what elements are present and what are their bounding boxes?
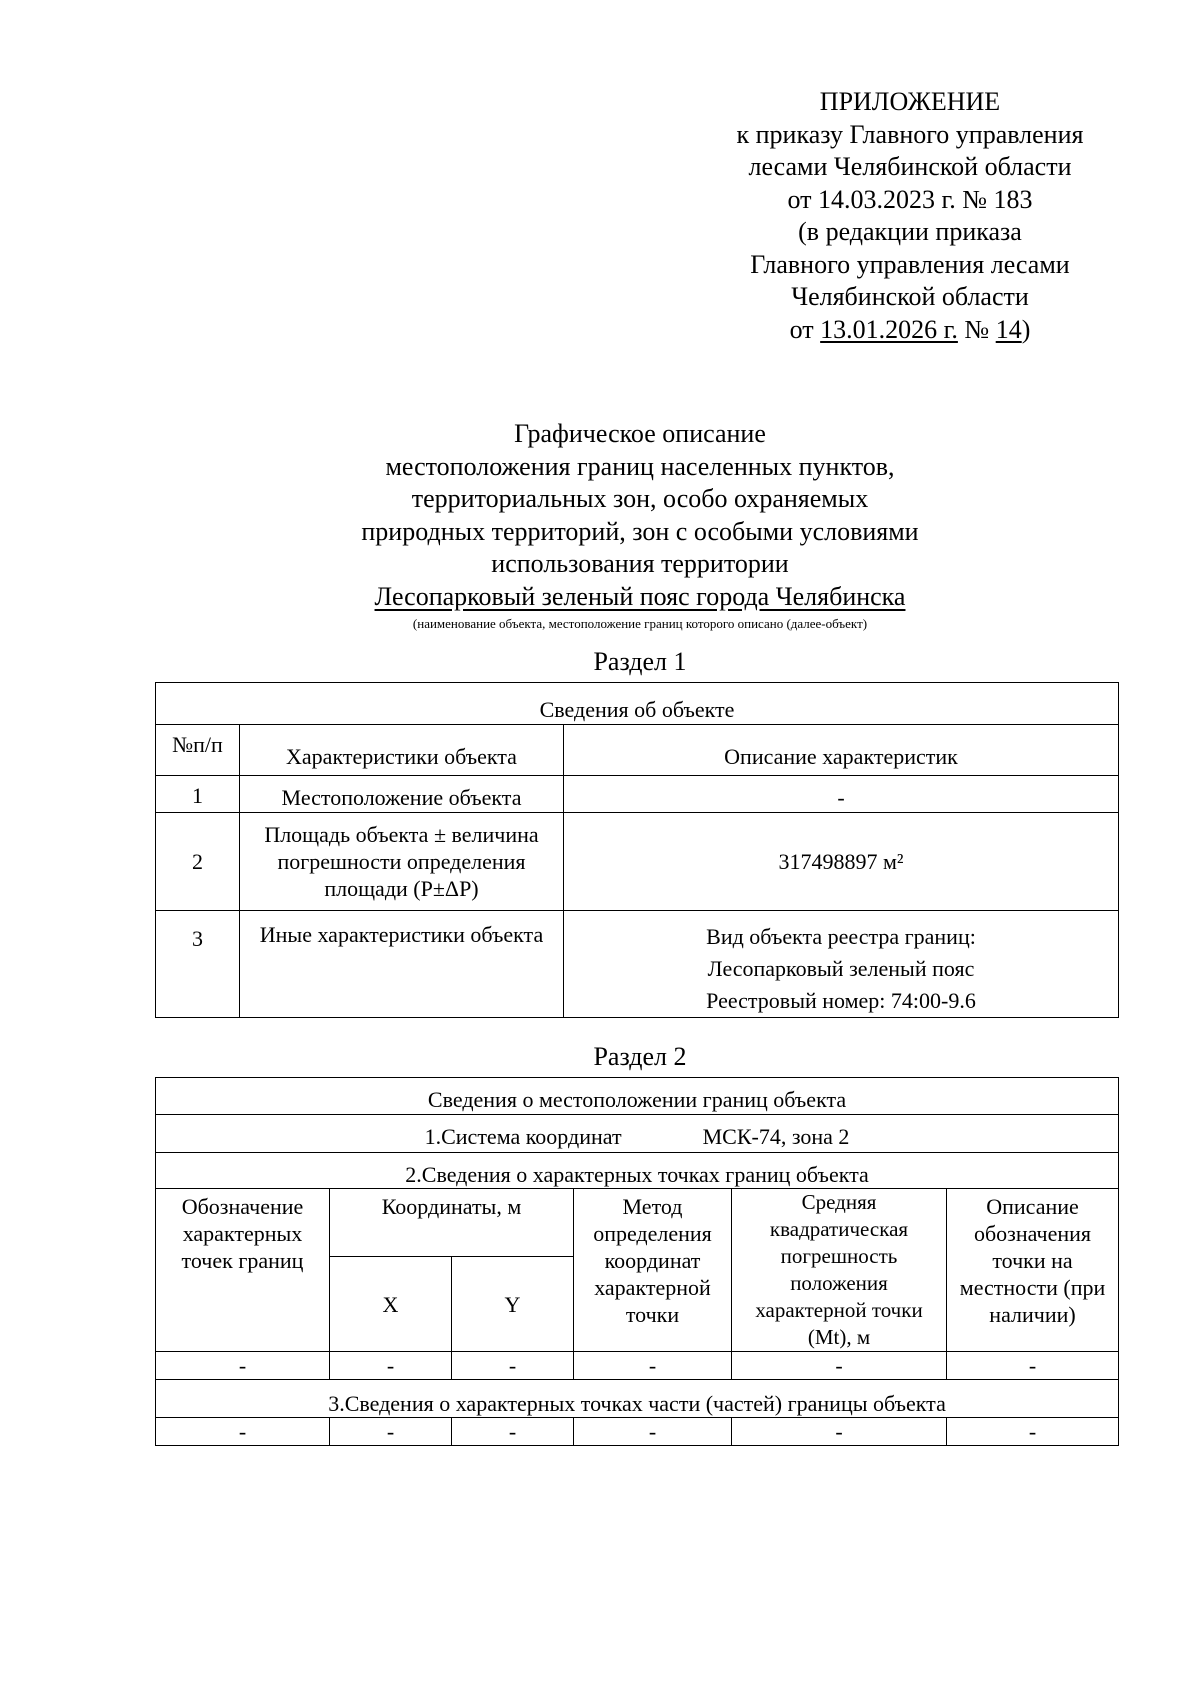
column-header-num: №п/п [156,725,240,776]
parts-cell: - [330,1418,452,1446]
parts-section-title: 3.Сведения о характерных точках части (частей) границы объекта [156,1380,1119,1418]
revision-number: 14 [995,314,1022,344]
column-header-characteristics: Характеристики объекта [240,725,564,776]
revision-prefix: от [789,314,821,344]
row-description: 317498897 м² [564,813,1119,911]
row-characteristic: Местоположение объекта [240,776,564,813]
appendix-line: от 14.03.2023 г. № 183 [787,184,1033,214]
appendix-line: лесами Челябинской области [748,152,1072,181]
coordinate-system-row [156,1115,1119,1153]
coordinate-system-value: МСК-74, зона 2 [702,1124,850,1149]
row-characteristic: Площадь объекта ± величина погрешности определения площади (P±ΔP) [240,813,564,911]
appendix-line: к приказу Главного управления [736,119,1084,149]
section-2-label: Раздел 2 [593,1042,687,1071]
table-title: Сведения об объекте [156,683,1119,725]
appendix-line: Челябинской области [791,282,1029,311]
title-line: природных территорий, зон с особыми условиями [361,516,919,546]
parts-cell: - [452,1418,574,1446]
points-section-title: 2.Сведения о характерных точках границ объекта [156,1153,1119,1189]
appendix-line: (в редакции приказа [798,217,1022,246]
registry-type: Вид объекта реестра границ: [706,924,976,949]
row-num: 1 [156,776,240,813]
row-num: 3 [156,911,240,1018]
points-cell: - [330,1352,452,1380]
object-info-table [155,682,1119,1018]
column-header-y: Y [452,1257,574,1352]
column-header-coordinates: Координаты, м [330,1189,574,1257]
table-title: Сведения о местоположении границ объекта [156,1078,1119,1115]
appendix-title: ПРИЛОЖЕНИЕ [819,87,1001,116]
appendix-line: Главного управления лесами [750,249,1070,279]
points-cell: - [947,1352,1119,1380]
object-name-caption: (наименование объекта, местоположение границ которого описано (далее-объект) [412,616,868,631]
row-characteristic: Иные характеристики объекта [240,911,564,1018]
row-description: - [564,776,1119,813]
points-cell: - [574,1352,732,1380]
column-header-point-description: Описание обозначения точки на местности (при наличии) [947,1189,1119,1352]
parts-cell: - [156,1418,330,1446]
column-header-error: Средняя квадратическая погрешность положения характерной точки (Mt), м [732,1189,947,1352]
appendix-revision-line [690,314,1130,347]
title-line: использования территории [491,549,789,578]
registry-number: Реестровый номер: 74:00-9.6 [706,988,976,1013]
title-line: территориальных зон, особо охраняемых [411,484,869,513]
revision-date: 13.01.2026 г. [820,314,958,344]
parts-cell: - [947,1418,1119,1446]
title-line: Графическое описание [514,419,766,448]
parts-cell: - [574,1418,732,1446]
column-header-x: X [330,1257,452,1352]
parts-cell: - [732,1418,947,1446]
registry-object: Лесопарковый зеленый пояс [707,956,975,981]
title-line: местоположения границ населенных пунктов, [385,451,895,481]
revision-suffix: ) [1021,314,1031,344]
appendix-header [690,86,1130,346]
coordinate-system-label: 1.Система координат [424,1124,622,1149]
column-header-designation: Обозначение характерных точек границ [156,1189,330,1352]
points-cell: - [732,1352,947,1380]
row-description [564,911,1119,1018]
object-name: Лесопарковый зеленый пояс города Челябинска [374,581,906,611]
section-1-label: Раздел 1 [593,647,687,676]
document-title [200,418,1080,613]
boundary-info-table [155,1077,1119,1446]
column-header-description: Описание характеристик [564,725,1119,776]
revision-no-sign: № [957,314,996,344]
row-num: 2 [156,813,240,911]
column-header-method: Метод определения координат характерной точки [574,1189,732,1352]
points-cell: - [156,1352,330,1380]
points-cell: - [452,1352,574,1380]
